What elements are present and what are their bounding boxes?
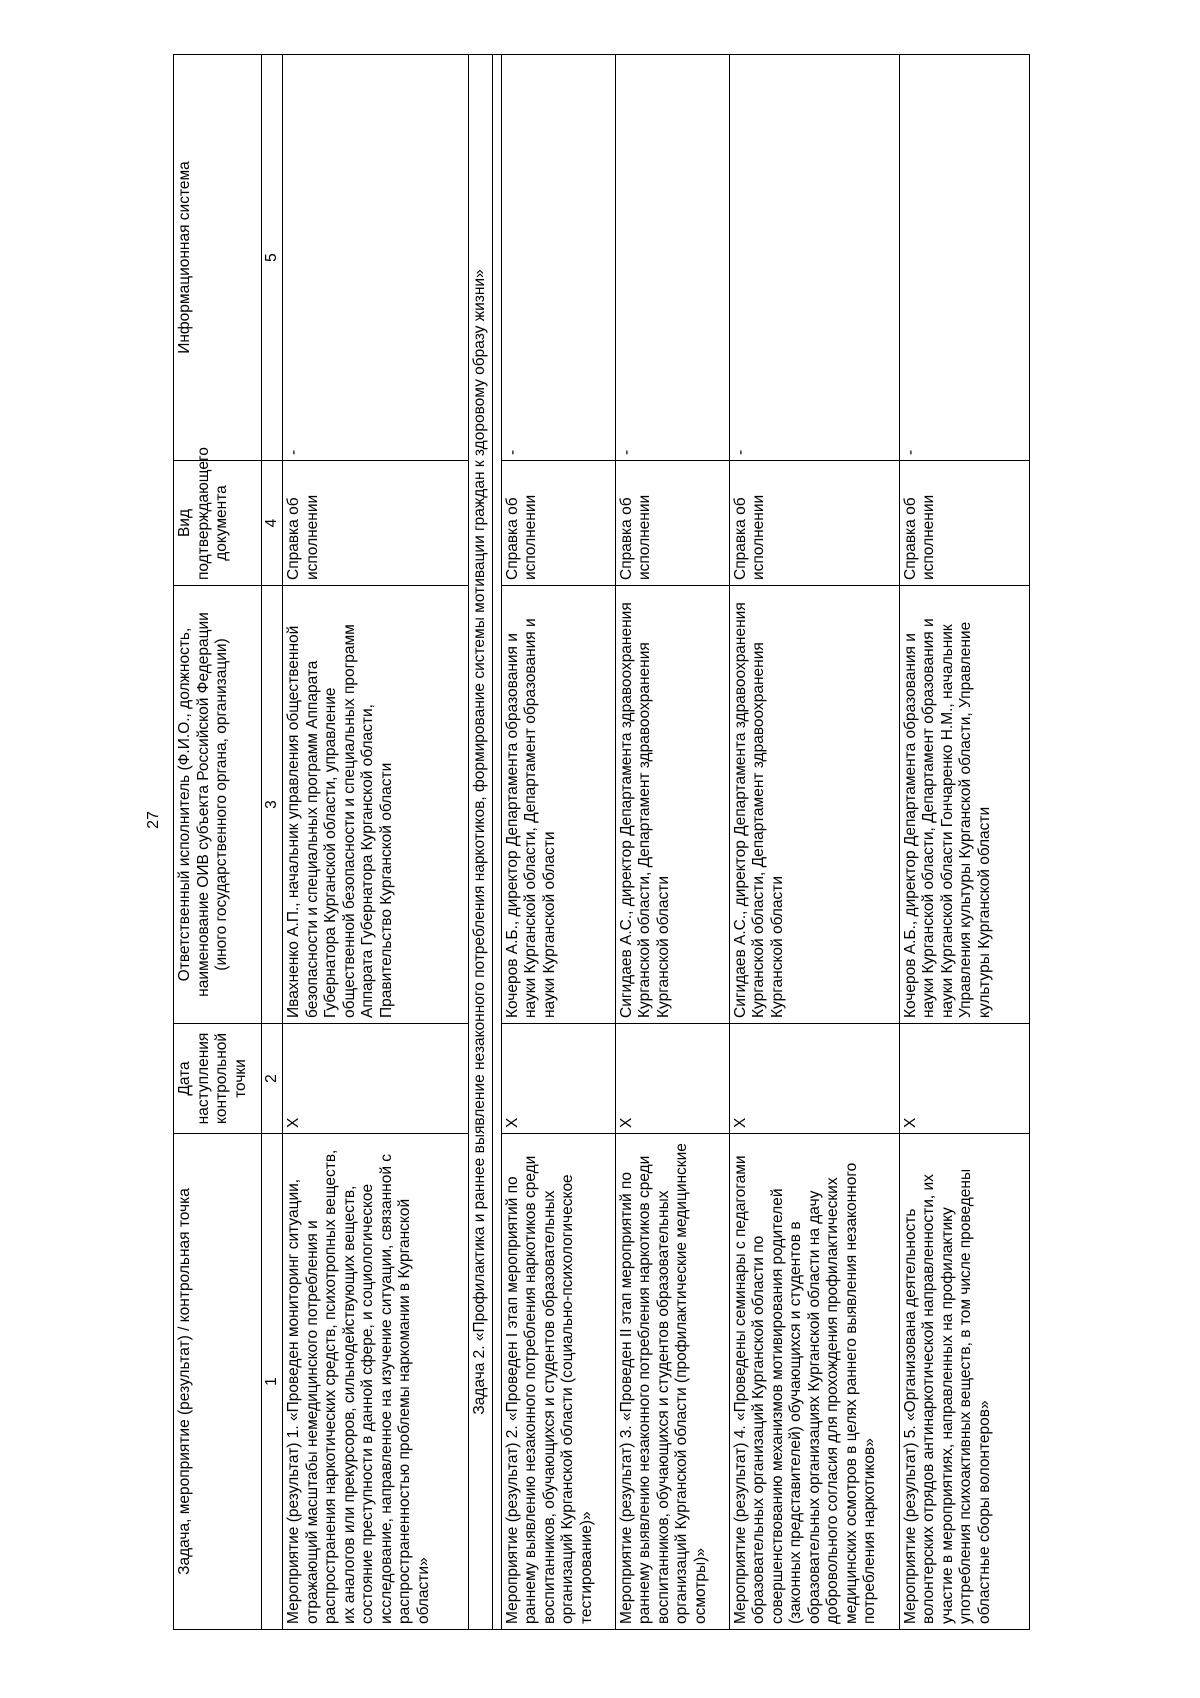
system-cell: - — [899, 54, 1029, 460]
task-row — [469, 54, 493, 1629]
column-number-row — [262, 54, 283, 1629]
col-num-1: 1 — [262, 1134, 283, 1630]
header-executor: Ответственный исполнитель (Ф.И.О., должность, наименование ОИВ субъекта Российской Федерации (иного государственного органа, организации) — [174, 586, 262, 1024]
separator-row — [492, 54, 501, 1629]
header-task: Задача, мероприятие (результат) / контрольная точка — [174, 1134, 262, 1630]
date-cell: X — [729, 1024, 899, 1134]
task-cell: Мероприятие (результат) 4. «Проведены семинары с педагогами образовательных организаций Курганской области по совершенствованию механизмов мотивирования родителей (законных представителей) обучающихся и студентов в образовательных организациях Курганской области на дачу добровольного согласия для прохождения профилактических медицинских осмотров в целях раннего выявления незаконного потребления наркотиков» — [729, 1134, 899, 1630]
executor-cell: Сигидаев А.С., директор Департамента здравоохранения Курганской области, Департамент здравоохранения Курганской области — [615, 586, 729, 1024]
executor-cell: Сигидаев А.С., директор Департамента здравоохранения Курганской области, Департамент здравоохранения Курганской области — [729, 586, 899, 1024]
control-points-table — [173, 54, 1030, 1630]
header-system: Информационная система — [174, 54, 262, 460]
table-row — [283, 54, 469, 1629]
document-cell: Справка об исполнении — [283, 461, 469, 586]
col-num-4: 4 — [262, 461, 283, 586]
rotated-content — [121, 55, 1191, 1630]
document-cell: Справка об исполнении — [501, 461, 615, 586]
executor-cell: Кочеров А.Б., директор Департамента образования и науки Курганской области, Департамент образования и науки Курганской области Гончаренко Н.М., начальник Управления культуры Курганской области, Управление культуры Курганской области — [899, 586, 1029, 1024]
table-row — [899, 54, 1029, 1629]
table-row — [501, 54, 615, 1629]
document-cell: Справка об исполнении — [729, 461, 899, 586]
task-cell: Мероприятие (результат) 3. «Проведен II этап мероприятий по раннему выявлению незаконного потребления наркотиков среди воспитанников, обучающихся и студентов образовательных организаций Курганской области (профилактические медицинские осмотры)» — [615, 1134, 729, 1630]
date-cell: X — [501, 1024, 615, 1134]
task-cell: Мероприятие (результат) 2. «Проведен I этап мероприятий по раннему выявлению незаконного потребления наркотиков среди воспитанников, обучающихся и студентов образовательных организаций Курганской области (социально-психологическое тестирование)» — [501, 1134, 615, 1630]
date-cell: X — [615, 1024, 729, 1134]
task-2-heading: Задача 2. «Профилактика и раннее выявление незаконного потребления наркотиков, формирование системы мотивации граждан к здоровому образу жизни» — [469, 54, 493, 1629]
date-cell: X — [899, 1024, 1029, 1134]
document-cell: Справка об исполнении — [899, 461, 1029, 586]
task-cell: Мероприятие (результат) 1. «Проведен мониторинг ситуации, отражающий масштабы немедицинского потребления и распространения наркотических средств, психотропных веществ, их аналогов или прекурсоров, сильнодействующих веществ, состояние преступности в данной сфере, и социологическое исследование, направленное на изучение ситуации, связанной с распространенностью проблемы наркомании в Курганской области» — [283, 1134, 469, 1630]
header-document: Вид подтверждающего документа — [174, 461, 262, 586]
executor-cell: Кочеров А.Б., директор Департамента образования и науки Курганской области, Департамент образования и науки Курганской области — [501, 586, 615, 1024]
system-cell: - — [501, 54, 615, 460]
page-number: 27 — [145, 811, 162, 829]
col-num-3: 3 — [262, 586, 283, 1024]
col-num-5: 5 — [262, 54, 283, 460]
system-cell: - — [283, 54, 469, 460]
table-row — [729, 54, 899, 1629]
date-cell: X — [283, 1024, 469, 1134]
header-date: Дата наступления контрольной точки — [174, 1024, 262, 1134]
executor-cell: Ивахненко А.П., начальник управления общественной безопасности и специальных программ Аппарата Губернатора Курганской области, управление общественной безопасности и специальных программ Аппарата Губернатора Курганской области, Правительство Курганской области — [283, 586, 469, 1024]
table-header-row — [174, 54, 262, 1629]
system-cell: - — [729, 54, 899, 460]
document-cell: Справка об исполнении — [615, 461, 729, 586]
col-num-2: 2 — [262, 1024, 283, 1134]
table-row — [615, 54, 729, 1629]
task-cell: Мероприятие (результат) 5. «Организована деятельность волонтерских отрядов антинаркотической направленности, их участие в мероприятиях, направленных на профилактику употребления психоактивных веществ, в том числе проведены областные сборы волонтеров» — [899, 1134, 1029, 1630]
system-cell: - — [615, 54, 729, 460]
